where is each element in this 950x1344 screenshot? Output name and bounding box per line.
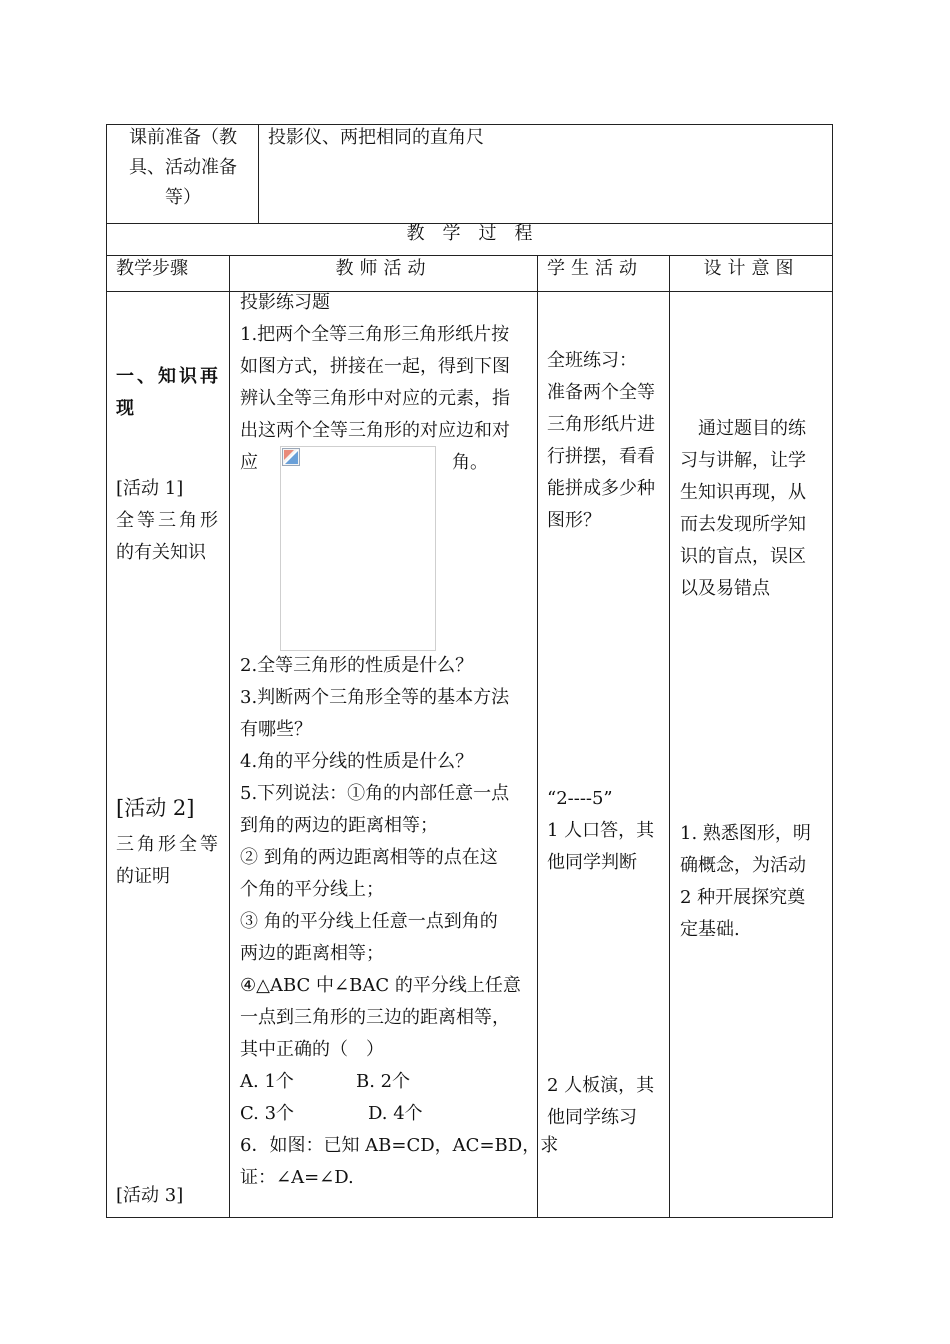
header-divider [106, 291, 833, 292]
design-b1-l3: 生知识再现，从 [680, 482, 806, 503]
broken-image-icon [282, 448, 300, 466]
teacher-q4: 4.角的平分线的性质是什么？ [240, 751, 474, 772]
prep-divider [258, 124, 259, 223]
student-b3-l1: 2 人板演，其 [547, 1075, 655, 1096]
design-b2-l3: 2 种开展探究奠 [680, 887, 806, 908]
activity2-line2: 的证明 [116, 866, 170, 887]
student-b2-l1: “2----5” [547, 788, 613, 809]
teacher-q5-line7: ④△ABC 中∠BAC 的平分线上任意 [240, 975, 521, 996]
triangle-figure-placeholder [280, 446, 436, 651]
header-design: 设计意图 [703, 258, 800, 279]
prep-label-line1: 课前准备（教 [129, 127, 237, 148]
student-b1-l5: 能拼成多少种 [547, 478, 655, 499]
header-student: 学生活动 [547, 258, 643, 279]
design-b1-l2: 习与讲解，让学 [680, 450, 806, 471]
teacher-q6-line2: 证：∠A=∠D. [240, 1167, 354, 1188]
activity2-line1: 三角形全等 [116, 834, 221, 855]
design-b2-l1: 1. 熟悉图形，明 [680, 823, 811, 844]
design-b1-l4: 而去发现所学知 [680, 514, 806, 535]
prep-label-line2: 具、活动准备 [129, 157, 237, 178]
student-b3-l2: 他同学练习 [547, 1107, 637, 1128]
teacher-q5-line5: ③ 角的平分线上任意一点到角的 [240, 911, 498, 932]
design-b1-l5: 识的盲点，误区 [680, 546, 806, 567]
teacher-line-5: 出这两个全等三角形的对应边和对 [240, 420, 510, 441]
option-d: D. 4个 [368, 1103, 423, 1124]
student-b1-l4: 行拼摆，看看 [547, 446, 655, 467]
activity1-line2: 的有关知识 [116, 542, 206, 563]
teacher-line-pre-image: 应 [240, 452, 258, 473]
teacher-line-4: 辨认全等三角形中对应的元素，指 [240, 388, 510, 409]
option-b: B. 2个 [356, 1071, 411, 1092]
teacher-line-1: 投影练习题 [240, 292, 330, 313]
col-divider-3 [669, 255, 670, 1217]
teacher-line-3: 如图方式，拼接在一起，得到下图 [240, 356, 510, 377]
teacher-q2: 2.全等三角形的性质是什么？ [240, 655, 474, 676]
prep-value: 投影仪、两把相同的直角尺 [268, 127, 484, 148]
student-b1-l3: 三角形纸片进 [547, 414, 655, 435]
design-b2-l4: 定基础. [680, 919, 740, 940]
teacher-q5-line9: 其中正确的（ ） [240, 1039, 384, 1060]
teacher-q5-line4: 个角的平分线上； [240, 879, 384, 900]
prep-label-line3: 等） [165, 187, 201, 208]
activity3-tag: [活动 3] [116, 1185, 184, 1206]
option-a: A. 1个 [240, 1071, 294, 1092]
student-b1-l2: 准备两个全等 [547, 382, 655, 403]
teacher-q5-line2: 到角的两边的距离相等； [240, 815, 438, 836]
student-b1-l1: 全班练习： [547, 350, 637, 371]
design-b1-l1: 通过题目的练 [680, 418, 806, 439]
teacher-q3: 3.判断两个三角形全等的基本方法 [240, 687, 510, 708]
col-divider-2 [537, 255, 538, 1217]
col-divider-1 [229, 255, 230, 1217]
option-c: C. 3个 [240, 1103, 295, 1124]
teacher-q5-line8: 一点到三角形的三边的距离相等， [240, 1007, 510, 1028]
teacher-q5-line3: ② 到角的两边距离相等的点在这 [240, 847, 498, 868]
teacher-line-2: 1.把两个全等三角形三角形纸片按 [240, 324, 510, 345]
design-b2-l2: 确概念，为活动 [680, 855, 806, 876]
activity2-tag: [活动 2] [116, 796, 195, 820]
section-title-line2: 现 [116, 398, 134, 419]
teacher-q3-cont: 有哪些？ [240, 719, 312, 740]
header-step: 教学步骤 [116, 258, 188, 279]
teacher-q6-line1: 6．如图：已知 AB=CD，AC=BD，求 [240, 1135, 559, 1156]
teacher-q5: 5.下列说法：①角的内部任意一点 [240, 783, 510, 804]
activity1-tag: [活动 1] [116, 478, 184, 499]
student-b1-l6: 图形？ [547, 510, 601, 531]
student-b2-l2: 1 人口答，其 [547, 820, 655, 841]
section-title-line1: 一、知识再 [116, 366, 221, 387]
design-b1-l6: 以及易错点 [680, 578, 770, 599]
activity1-line1: 全等三角形 [116, 510, 221, 531]
teacher-q5-line6: 两边的距离相等； [240, 943, 384, 964]
process-title: 教 学 过 程 [406, 223, 533, 244]
student-b2-l3: 他同学判断 [547, 852, 637, 873]
teacher-line-post-image: 角。 [452, 452, 488, 473]
header-teacher: 教师活动 [335, 258, 432, 279]
